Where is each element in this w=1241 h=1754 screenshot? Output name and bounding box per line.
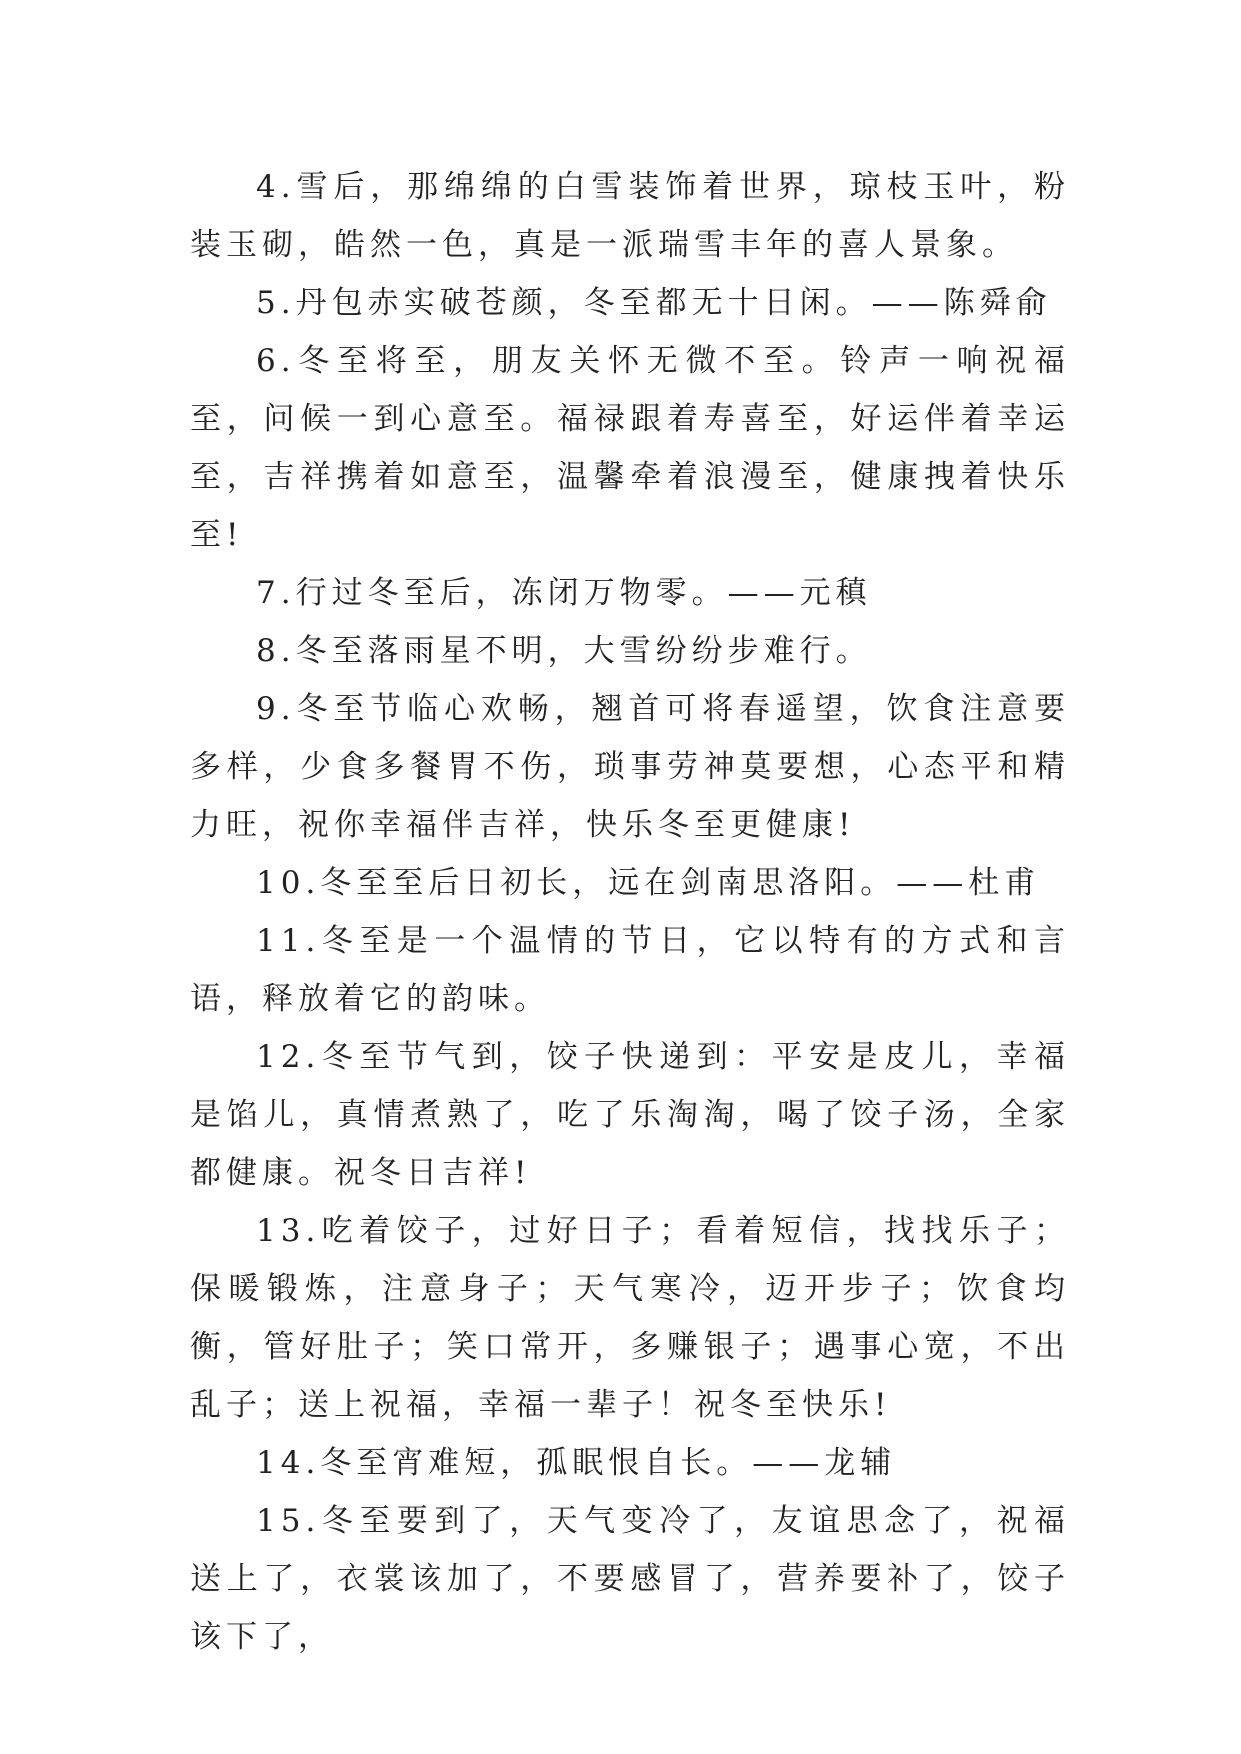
paragraph-10: 10.冬至至后日初长，远在剑南思洛阳。——杜甫 — [256, 865, 1041, 901]
paragraph-15: 15.冬至要到了，天气变冷了，友谊思念了，祝福送上了，衣裳该加了，不要感冒了，营养要补了，饺子该下了， — [190, 1503, 1070, 1655]
paragraph-11: 11.冬至是一个温情的节日，它以特有的方式和言语，释放着它的韵味。 — [190, 923, 1070, 1017]
paragraph-9: 9.冬至节临心欢畅，翘首可将春遥望，饮食注意要多样，少食多餐胃不伤，琐事劳神莫要想，心态平和精力旺，祝你幸福伴吉祥，快乐冬至更健康! — [190, 691, 1070, 843]
paragraph-13: 13.吃着饺子，过好日子；看着短信，找找乐子；保暖锻炼，注意身子；天气寒冷，迈开步子；饮食均衡，管好肚子；笑口常开，多赚银子；遇事心宽，不出乱子；送上祝福，幸福一辈子！祝冬至快乐! — [190, 1213, 1070, 1423]
paragraph-8: 8.冬至落雨星不明，大雪纷纷步难行。 — [256, 633, 872, 669]
paragraph-5: 5.丹包赤实破苍颜，冬至都无十日闲。——陈舜俞 — [256, 285, 1052, 321]
paragraph-12: 12.冬至节气到，饺子快递到：平安是皮儿，幸福是馅儿，真情煮熟了，吃了乐淘淘，喝了饺子汤，全家都健康。祝冬日吉祥! — [190, 1039, 1070, 1191]
paragraph-4: 4.雪后，那绵绵的白雪装饰着世界，琼枝玉叶，粉装玉砌，皓然一色，真是一派瑞雪丰年的喜人景象。 — [190, 169, 1070, 263]
paragraph-14: 14.冬至宵难短，孤眠恨自长。——龙辅 — [256, 1445, 897, 1481]
document-body — [190, 158, 1070, 1666]
paragraph-6: 6.冬至将至，朋友关怀无微不至。铃声一响祝福至，问候一到心意至。福禄跟着寿喜至，好运伴着幸运至，吉祥携着如意至，温馨牵着浪漫至，健康拽着快乐至! — [190, 343, 1070, 553]
paragraph-7: 7.行过冬至后，冻闭万物零。——元稹 — [256, 575, 872, 611]
